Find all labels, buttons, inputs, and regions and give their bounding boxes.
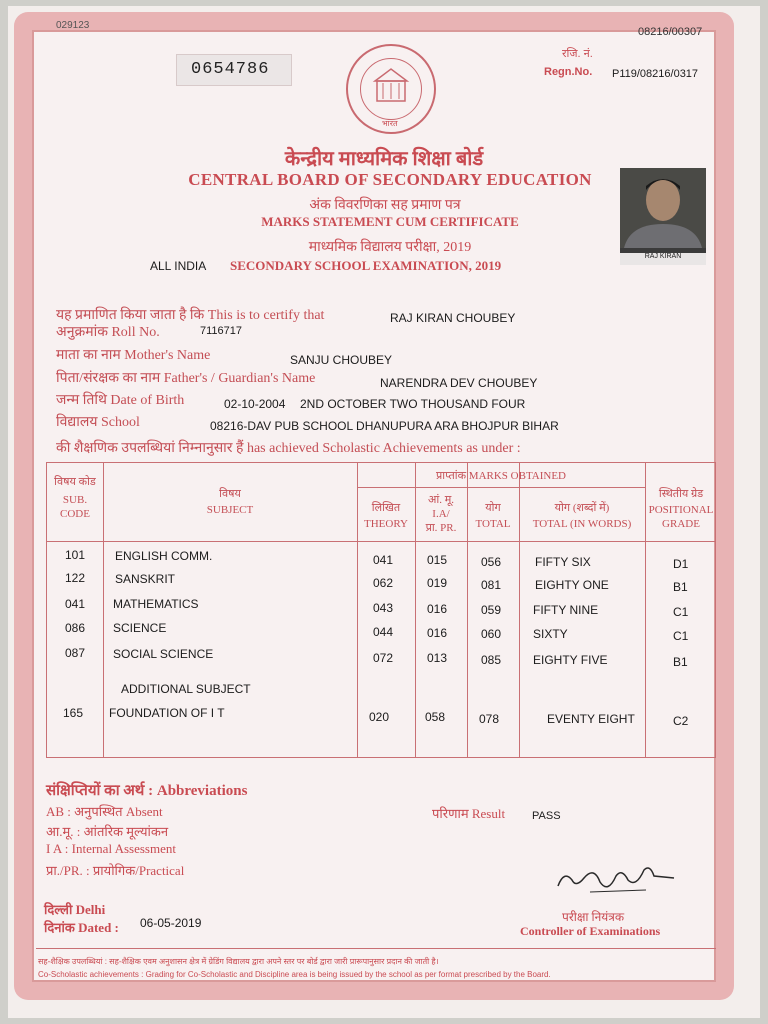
mother-name: SANJU CHOUBEY [290, 353, 393, 367]
result-label: परिणाम Result [432, 806, 506, 821]
total-marks: 078 [479, 712, 500, 726]
school-label: विद्यालय School [56, 415, 140, 430]
header-code-line1: SUB. [62, 494, 88, 506]
exam-scope: ALL INDIA [150, 259, 207, 273]
header-grade-line2: GRADE [662, 518, 700, 530]
abbrev-ia: I A : Internal Assessment [46, 841, 176, 856]
theory-marks: 020 [369, 710, 390, 724]
grade: C1 [673, 605, 689, 619]
header-theory-hindi: लिखित [371, 502, 401, 514]
board-name: CENTRAL BOARD OF SECONDARY EDUCATION [188, 170, 592, 189]
photo-caption: RAJ KIRAN [620, 253, 706, 265]
abbrev-absent: AB : अनुपस्थित Absent [46, 804, 163, 819]
dob-value: 02-10-2004 [224, 397, 286, 411]
header-grade-hindi: स्थितीय ग्रेड [658, 488, 704, 500]
ia-marks: 058 [425, 710, 446, 724]
exam-name: SECONDARY SCHOOL EXAMINATION, 2019 [230, 258, 502, 273]
corner-number-left: 029123 [56, 20, 90, 31]
total-in-words: FIFTY SIX [535, 555, 591, 569]
corner-number-right: 08216/00307 [638, 26, 703, 38]
roll-label: अनुक्रमांक Roll No. [56, 325, 160, 340]
total-in-words: EVENTY EIGHT [547, 712, 635, 726]
abbrev-practical: प्रा./PR. : प्रायोगिक/Practical [46, 863, 185, 878]
exam-name-hindi: माध्यमिक विद्यालय परीक्षा, 2019 [308, 240, 472, 255]
subject-name: ENGLISH COMM. [115, 549, 213, 563]
achievements-label: की शैक्षणिक उपलब्धियां निम्नानुसार हैं has achieved Scholastic Achievements as under : [56, 441, 521, 456]
sub-code: 122 [65, 571, 86, 585]
subject-name: SCIENCE [113, 621, 167, 635]
header-code-hindi: विषय कोड [54, 476, 96, 488]
marks-table [46, 462, 716, 758]
sub-code: 041 [65, 597, 86, 611]
sub-code: 087 [65, 646, 86, 660]
total-marks: 085 [481, 653, 502, 667]
seal-inner-ring [360, 58, 422, 120]
header-words-hindi: योग (शब्दों में) [554, 502, 610, 514]
candidate-photo [620, 168, 706, 260]
ia-marks: 015 [427, 553, 448, 567]
header-total-hindi: योग [485, 502, 501, 514]
serial-number-box [176, 54, 292, 86]
sub-code: 101 [65, 548, 86, 562]
sub-code: 086 [65, 621, 86, 635]
ia-marks: 016 [427, 626, 448, 640]
certify-label: यह प्रमाणित किया जाता है कि This is to certify that [56, 308, 325, 323]
grade: C2 [673, 714, 689, 728]
subject-name: SOCIAL SCIENCE [113, 647, 214, 661]
abbreviations-title: संक्षिप्तियों का अर्थ : Abbreviations [46, 783, 248, 799]
footer-note-hindi: सह-शैक्षिक उपलब्धियां : सह-शैक्षिक एवम अनुशासन क्षेत्र में ग्रेडिंग विद्यालय द्वारा अपने स्तर पर बोर्ड द्वारा जारी प्रारूपानुसार प्रदान की जाती है। [38, 957, 439, 966]
theory-marks: 041 [373, 553, 394, 567]
header-subject-hindi: विषय [219, 488, 241, 500]
abbrev-ia-hindi: आ.मू. : आंतरिक मूल्यांकन [46, 824, 169, 839]
father-label: पिता/संरक्षक का नाम Father's / Guardian's Name [56, 371, 316, 386]
marks-header-divider [357, 487, 645, 488]
grade: C1 [673, 629, 689, 643]
subject-name: FOUNDATION OF I T [109, 706, 225, 720]
total-in-words: EIGHTY ONE [535, 578, 609, 592]
grade: B1 [673, 580, 688, 594]
header-total: TOTAL [475, 518, 511, 530]
place: दिल्ली Delhi [44, 902, 106, 917]
document-title: MARKS STATEMENT CUM CERTIFICATE [261, 214, 519, 229]
header-ia: I.A/ [432, 508, 450, 520]
controller-title-hindi: परीक्षा नियंत्रक [562, 910, 625, 924]
regn-label: Regn.No. [544, 66, 593, 78]
controller-title: Controller of Examinations [520, 924, 661, 938]
theory-marks: 072 [373, 651, 394, 665]
issue-date: 06-05-2019 [140, 916, 202, 930]
controller-signature [550, 856, 680, 902]
footer-note: Co-Scholastic achievements : Grading for Co-Scholastic and Discipline area is being issued by the school as per format prescribed by the Board. [38, 970, 551, 979]
document-title-hindi: अंक विवरणिका सह प्रमाण पत्र [309, 198, 461, 213]
grade: B1 [673, 655, 688, 669]
emblem-icon [361, 59, 421, 119]
board-name-hindi: केन्द्रीय माध्यमिक शिक्षा बोर्ड [284, 148, 484, 170]
ia-marks: 013 [427, 651, 448, 665]
header-words: TOTAL (IN WORDS) [532, 518, 632, 530]
dated-label: दिनांक Dated : [44, 920, 119, 935]
regn-number: P119/08216/0317 [612, 68, 699, 80]
result-value: PASS [532, 810, 561, 822]
ia-marks: 019 [427, 576, 448, 590]
theory-marks: 062 [373, 576, 394, 590]
grade: D1 [673, 557, 689, 571]
roll-number: 7116717 [200, 325, 243, 337]
photo-image [620, 168, 706, 248]
total-marks: 081 [481, 578, 502, 592]
dob-label: जन्म तिथि Date of Birth [56, 393, 185, 408]
header-marks-obtained: प्राप्तांक MARKS OBTAINED [435, 470, 567, 482]
header-practical: प्रा. PR. [425, 522, 457, 534]
father-name: NARENDRA DEV CHOUBEY [380, 376, 538, 390]
candidate-name: RAJ KIRAN CHOUBEY [390, 311, 516, 325]
table-header-divider [47, 541, 715, 542]
cbse-seal [346, 44, 436, 134]
header-code-line2: CODE [60, 508, 90, 520]
footer-divider [36, 948, 716, 949]
header-theory: THEORY [364, 518, 408, 530]
total-in-words: FIFTY NINE [533, 603, 599, 617]
total-in-words: SIXTY [533, 627, 568, 641]
regn-label-hindi: रजि. नं. [562, 48, 593, 60]
theory-marks: 044 [373, 625, 394, 639]
serial-number: 0654786 [191, 60, 270, 79]
ia-marks: 016 [427, 602, 448, 616]
total-in-words: EIGHTY FIVE [533, 653, 608, 667]
sub-code: 165 [63, 706, 84, 720]
subject-name: MATHEMATICS [113, 597, 199, 611]
additional-subject-label: ADDITIONAL SUBJECT [121, 682, 251, 696]
total-marks: 059 [481, 603, 502, 617]
subject-name: SANSKRIT [115, 572, 176, 586]
total-marks: 060 [481, 627, 502, 641]
mother-label: माता का नाम Mother's Name [56, 348, 211, 363]
dob-words: 2ND OCTOBER TWO THOUSAND FOUR [300, 397, 526, 411]
theory-marks: 043 [373, 601, 394, 615]
header-subject: SUBJECT [206, 504, 254, 516]
school-name: 08216-DAV PUB SCHOOL DHANUPURA ARA BHOJPUR BIHAR [210, 419, 559, 433]
total-marks: 056 [481, 555, 502, 569]
seal-text: भारत [382, 119, 398, 128]
header-ia-hindi: आं. मू. [427, 494, 455, 506]
header-grade-line1: POSITIONAL [648, 504, 714, 516]
